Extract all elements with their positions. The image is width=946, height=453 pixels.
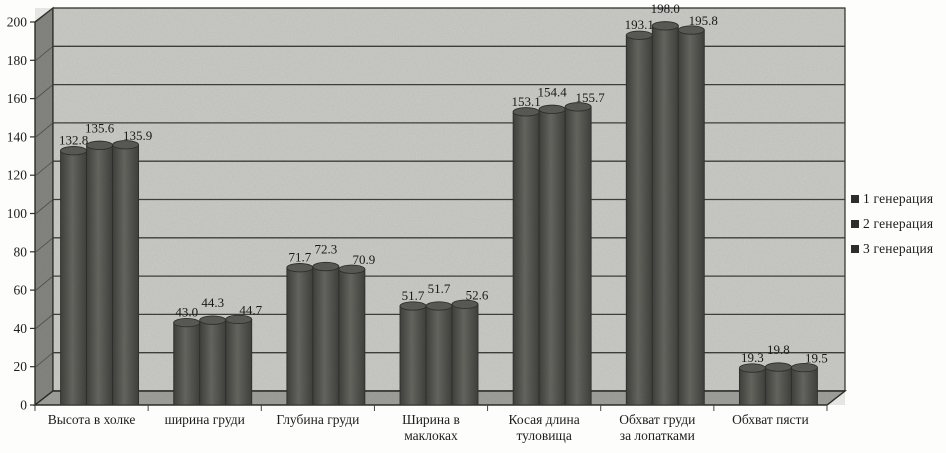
data-label: 51.7 <box>401 287 425 303</box>
y-axis-label: 80 <box>13 244 27 260</box>
data-label: 153.1 <box>511 93 541 109</box>
chart-legend <box>851 191 933 257</box>
x-category-label: Обхват пясти <box>732 412 809 427</box>
data-label: 19.3 <box>741 350 764 366</box>
data-label: 44.3 <box>201 295 225 311</box>
data-label: 52.6 <box>465 287 489 303</box>
y-axis-label: 0 <box>20 397 27 413</box>
y-axis-label: 20 <box>13 359 27 375</box>
y-axis-label: 40 <box>13 320 27 336</box>
data-label: 72.3 <box>314 241 338 257</box>
scan-noise-overlay <box>35 8 845 405</box>
legend-marker-icon <box>851 245 859 253</box>
data-label: 193.1 <box>624 17 654 33</box>
legend-marker-icon <box>851 220 859 228</box>
data-label: 71.7 <box>288 249 312 265</box>
y-axis-label: 60 <box>13 282 27 298</box>
legend-label: 1 генерация <box>863 191 934 206</box>
legend-marker-icon <box>851 195 859 203</box>
legend-item-generation-1 <box>851 191 933 207</box>
legend-label: 3 генерация <box>863 241 934 256</box>
y-axis-label: 100 <box>6 206 27 221</box>
data-label: 195.8 <box>688 13 718 29</box>
legend-item-generation-2 <box>851 216 933 232</box>
x-category-label: Высота в холке <box>47 412 136 427</box>
y-axis-label: 140 <box>6 129 27 145</box>
y-axis-label: 180 <box>6 52 27 68</box>
legend-item-generation-3 <box>851 241 933 257</box>
x-category-label: ширина груди <box>164 412 245 427</box>
x-category-label: Ширина в маклоках <box>402 412 460 443</box>
data-label: 51.7 <box>427 280 451 296</box>
data-label: 135.9 <box>122 127 153 143</box>
data-label: 132.8 <box>58 132 89 148</box>
data-label: 44.7 <box>239 302 263 318</box>
data-label: 19.5 <box>805 350 828 366</box>
data-label: 19.8 <box>767 342 790 358</box>
x-category-label: Обхват груди за лопатками <box>619 412 696 443</box>
y-axis-label: 200 <box>6 14 27 30</box>
legend-label: 2 генерация <box>863 216 934 231</box>
data-label: 155.7 <box>575 89 605 105</box>
data-label: 135.6 <box>84 120 115 136</box>
y-axis-label: 120 <box>6 167 27 183</box>
data-label: 154.4 <box>537 84 567 100</box>
x-category-label: Косая длина туловища <box>508 412 580 443</box>
data-label: 43.0 <box>175 304 199 320</box>
y-axis-label: 160 <box>6 91 27 107</box>
x-category-label: Глубина груди <box>276 412 360 427</box>
data-label: 70.9 <box>352 252 376 268</box>
data-label: 198.0 <box>650 0 680 16</box>
